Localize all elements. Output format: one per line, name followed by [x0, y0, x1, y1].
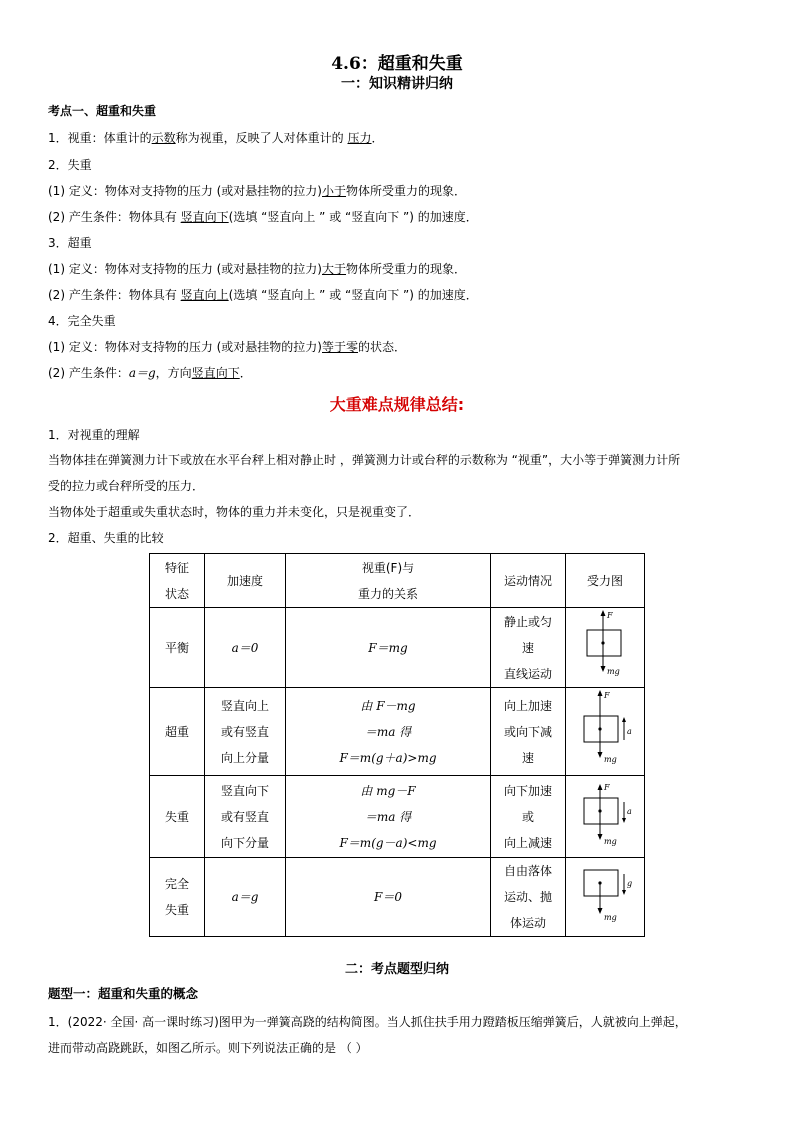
point-3-heading: 3．超重	[48, 236, 92, 250]
force-diagram-weightless	[566, 776, 645, 858]
summary-heading: 大重难点规律总结:	[329, 395, 465, 414]
kaodian-heading: 考点一、超重和失重	[48, 104, 157, 118]
comparison-table	[149, 553, 645, 937]
answer-blank: 等于零	[322, 340, 359, 354]
table-header-row	[150, 554, 645, 608]
point-4-condition: (2) 产生条件：a＝g，方向竖直向下．	[48, 366, 252, 380]
svg-text:mg: mg	[604, 755, 617, 764]
header-motion: 运动情况	[491, 554, 566, 608]
answer-blank: 竖直向下	[180, 210, 229, 224]
force-diagram-icon	[574, 860, 636, 926]
point-2-definition: (1) 定义：物体对支持物的压力 (或对悬挂物的拉力)小于物体所受重力的现象．	[48, 184, 467, 198]
force-diagram-complete-weightless	[566, 858, 645, 937]
force-diagram-balance	[566, 608, 645, 688]
question-type-heading: 题型一：超重和失重的概念	[48, 986, 199, 1001]
svg-text:F: F	[607, 611, 613, 620]
point-1-line: 1．视重：体重计的示数称为视重，反映了人对体重计的 压力．	[48, 131, 384, 145]
svg-text:mg: mg	[607, 667, 620, 676]
force-diagram-icon	[574, 776, 636, 848]
svg-text:a: a	[627, 807, 632, 816]
table-row: 失重 竖直向下 或有竖直 向下分量 由 mg－F ＝ma 得 F＝m(g－a)<mg 向下加速 或 向上减速 F a mg	[150, 776, 645, 858]
answer-blank: 竖直向下	[191, 366, 240, 380]
point-3-definition: (1) 定义：物体对支持物的压力 (或对悬挂物的拉力)大于物体所受重力的现象．	[48, 262, 467, 276]
summary-item-1: 1．对视重的理解	[48, 428, 140, 442]
point-2-heading: 2．失重	[48, 158, 92, 172]
section-title-question-types: 二：考点题型归纳	[344, 962, 449, 977]
summary-paragraph-line: 当物体处于超重或失重状态时，物体的重力并未变化，只是视重变了．	[48, 505, 421, 519]
point-3-condition: (2) 产生条件：物体具有 竖直向上(选填 “竖直向上 ” 或 “竖直向下 ”) 的加速度．	[48, 288, 478, 302]
point-4-heading: 4．完全失重	[48, 314, 116, 328]
svg-text:g: g	[627, 878, 633, 888]
summary-paragraph-line: 受的拉力或台秤所受的压力．	[48, 479, 205, 493]
answer-blank: 压力	[347, 131, 372, 145]
svg-text:a: a	[627, 727, 632, 736]
summary-paragraph-line: 当物体挂在弹簧测力计下或放在水平台秤上相对静止时 ，弹簧测力计或台秤的示数称为 “视重”，大小等于弹簧测力计所	[48, 453, 681, 467]
header-acceleration: 加速度	[205, 554, 286, 608]
table-row: 超重 竖直向上 或有竖直 向上分量 由 F－mg ＝ma 得 F＝m(g＋a)>mg 向上加速 或向下减 速 F a mg	[150, 688, 645, 776]
answer-blank: 大于	[322, 262, 347, 276]
table-row: 平衡 a＝0 F＝mg 静止或匀 速 直线运动 F mg	[150, 608, 645, 688]
answer-blank: 小于	[322, 184, 347, 198]
header-relation: 视重(F)与 重力的关系	[286, 554, 491, 608]
svg-text:mg: mg	[604, 912, 617, 922]
header-state: 特征 状态	[150, 554, 205, 608]
table-row: 完全 失重 a＝g F＝0 自由落体 运动、抛 体运动 g mg	[150, 858, 645, 937]
svg-text:mg: mg	[604, 837, 617, 846]
page-title: 4.6：超重和失重	[331, 54, 463, 74]
svg-text:F: F	[604, 691, 610, 700]
force-diagram-icon	[575, 608, 635, 678]
force-diagram-icon	[574, 688, 636, 766]
answer-blank: 示数	[151, 131, 176, 145]
answer-blank: 竖直向上	[180, 288, 229, 302]
question-1-line: 进而带动高跷跳跃，如图乙所示。则下列说法正确的是 （ ）	[48, 1041, 368, 1055]
point-4-definition: (1) 定义：物体对支持物的压力 (或对悬挂物的拉力)等于零的状态．	[48, 340, 407, 354]
header-force-diagram: 受力图	[566, 554, 645, 608]
section-title-knowledge: 一：知识精讲归纳	[341, 76, 453, 92]
point-2-condition: (2) 产生条件：物体具有 竖直向下(选填 “竖直向上 ” 或 “竖直向下 ”) 的加速度．	[48, 210, 478, 224]
svg-text:F: F	[604, 783, 610, 792]
summary-item-2: 2．超重、失重的比较	[48, 531, 164, 545]
question-1-line: 1．(2022· 全国· 高一课时练习)图甲为一弹簧高跷的结构简图。当人抓住扶手用力蹬踏板压缩弹簧后，人就被向上弹起，	[48, 1015, 687, 1029]
force-diagram-overweight	[566, 688, 645, 776]
